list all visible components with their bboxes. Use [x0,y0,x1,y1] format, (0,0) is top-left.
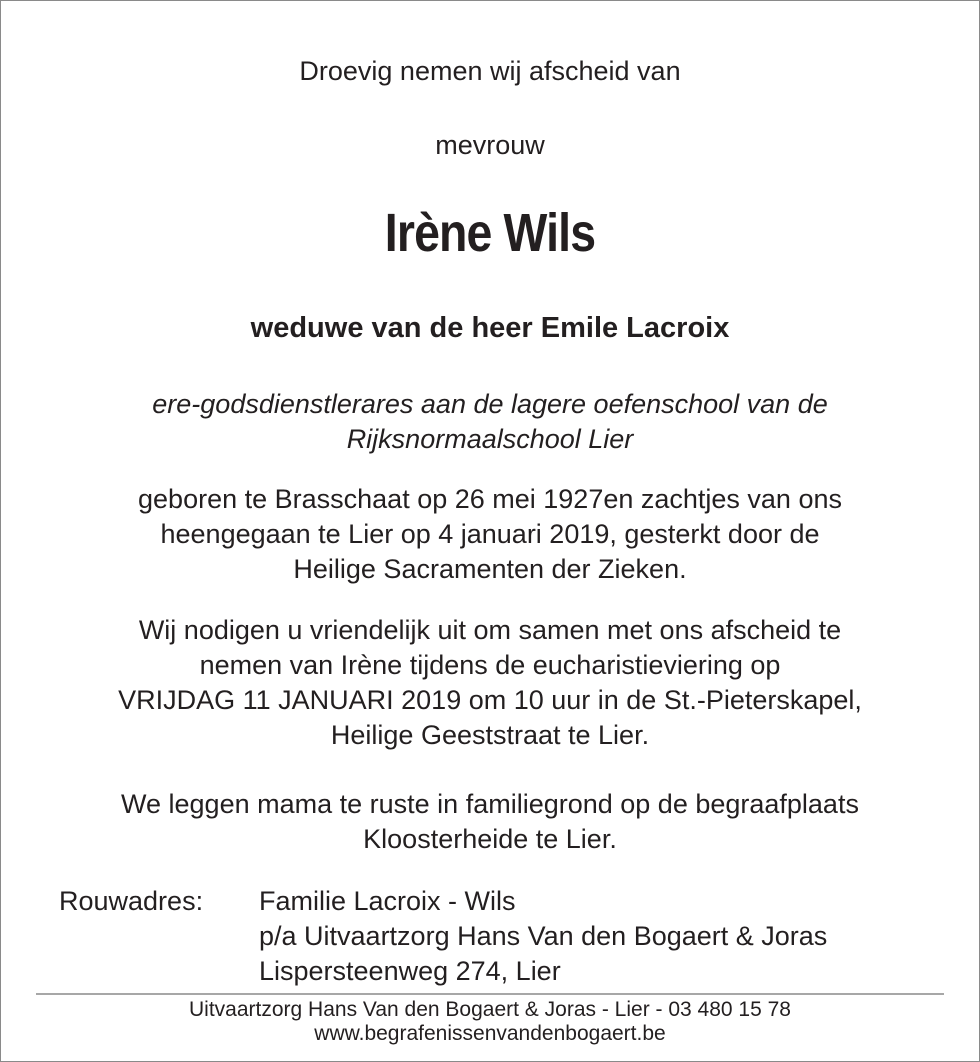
profession-line: Rijksnormaalschool Lier [346,424,634,454]
profession-line: ere-godsdienstlerares aan de lagere oefenschool van de [152,389,828,419]
invitation-line: Wij nodigen u vriendelijk uit om samen met ons afscheid te [138,615,842,645]
honorific-title: mevrouw [435,130,545,160]
address-line: Familie Lacroix - Wils [259,886,516,916]
burial-line: We leggen mama te ruste in familiegrond op de begraafplaats [121,789,859,819]
footer-divider [36,993,944,995]
birth-death-line: geboren te Brasschaat op 26 mei 1927en zachtjes van ons [138,484,842,514]
invitation-line: VRIJDAG 11 JANUARI 2019 om 10 uur in de St.-Pieterskapel, [118,685,862,715]
spouse-line: weduwe van de heer Emile Lacroix [250,312,730,344]
invitation-paragraph [0,613,980,753]
address-lines [259,884,827,989]
funeral-home-contact: Uitvaartzorg Hans Van den Bogaert & Joras - Lier - 03 480 15 78 [189,998,791,1021]
burial-paragraph [0,787,980,857]
intro-text: Droevig nemen wij afscheid van [299,56,681,86]
website-link[interactable]: www.begrafenissenvandenbogaert.be [314,1022,666,1045]
address-label: Rouwadres: [59,886,204,916]
address-line: p/a Uitvaartzorg Hans Van den Bogaert & Joras [259,921,828,951]
birth-death-line: heengegaan te Lier op 4 januari 2019, gesterkt door de [160,519,820,549]
address-line: Lispersteenweg 274, Lier [259,956,561,986]
birth-death-line: Heilige Sacramenten der Zieken. [293,554,687,584]
burial-line: Kloosterheide te Lier. [363,824,617,854]
deceased-name: Irène Wils [384,203,596,263]
birth-death-paragraph [0,482,980,587]
invitation-line: nemen van Irène tijdens de eucharistieviering op [199,650,781,680]
invitation-line: Heilige Geeststraat te Lier. [330,720,650,750]
profession-paragraph [0,387,980,457]
